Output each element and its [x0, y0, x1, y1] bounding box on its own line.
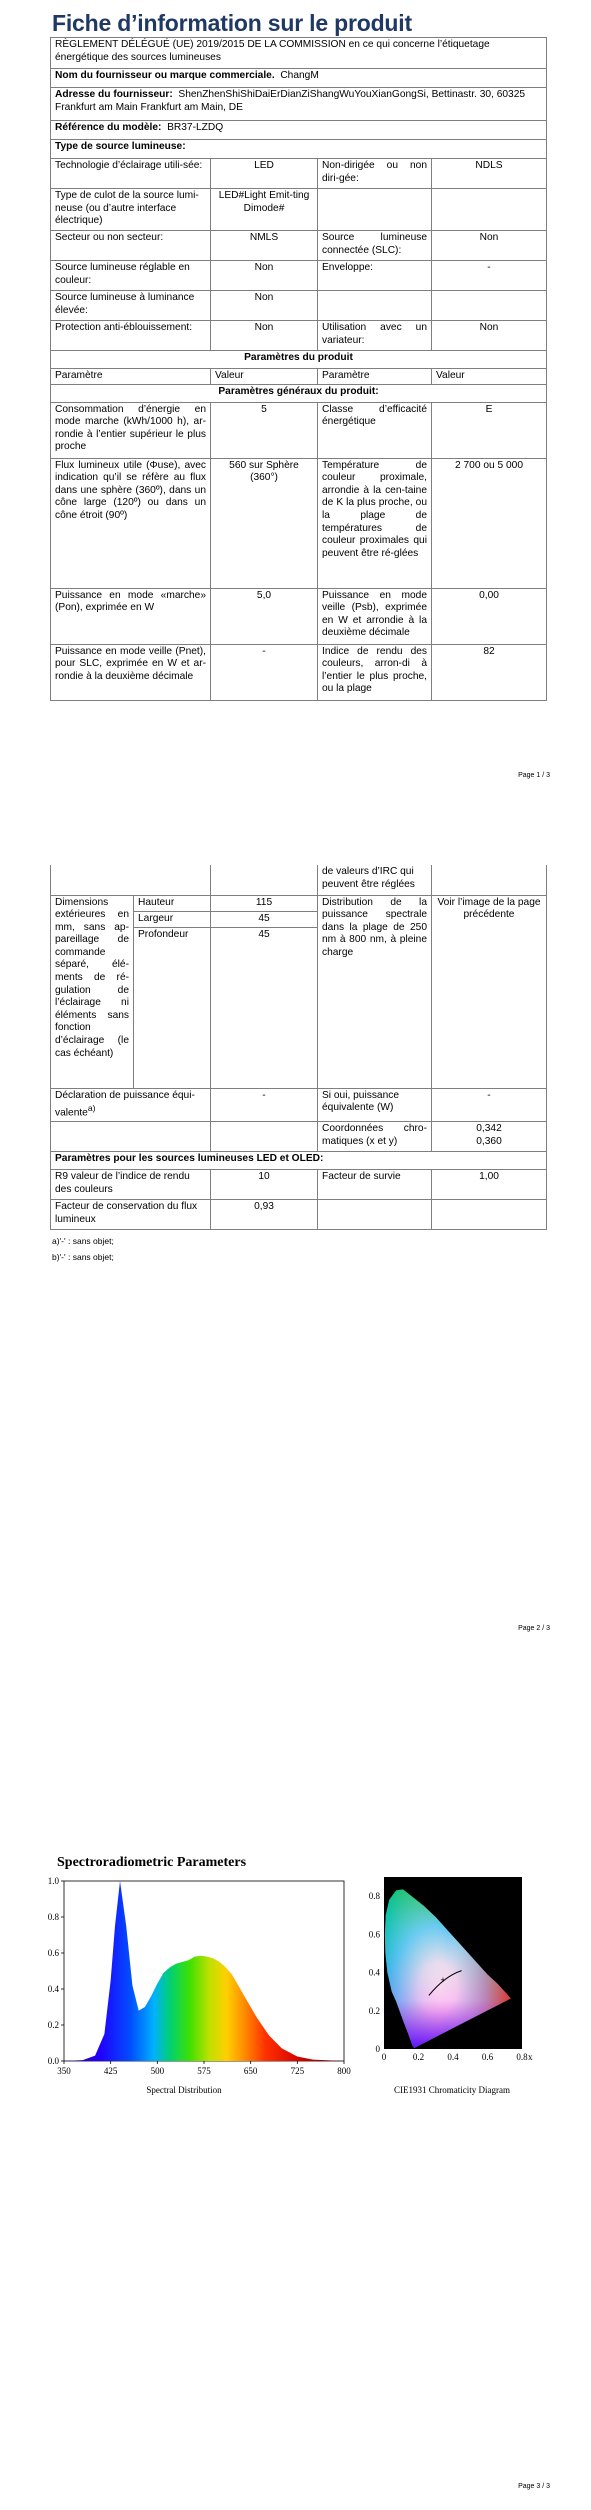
param-value: [432, 291, 547, 321]
supplier-address-label: Adresse du fournisseur:: [55, 89, 173, 100]
y-tick-label: 0.8: [368, 1891, 380, 1902]
column-header-row: [51, 369, 547, 385]
footnote-ref: a): [87, 1103, 96, 1114]
param-label: Puissance en mode veille (Psb), exprimée en W et arrondie à la deuxième décimale: [318, 588, 432, 644]
empty-cell: [211, 865, 318, 895]
param-label: Consommation d’énergie en mode marche (kWh/1000 h), ar-rondie à l’entier supérieur le plus proche: [51, 402, 211, 458]
footnote-b: b)'-' : sans objet;: [52, 1252, 114, 1262]
param-label: [51, 1088, 211, 1122]
x-tick-label: 425: [103, 2066, 118, 2076]
empty-cell: [432, 1200, 547, 1230]
spectral-distribution-chart: [44, 1871, 364, 2101]
param-value: E: [432, 402, 547, 458]
dim-value: 45: [211, 911, 318, 927]
y-tick-label: 0.0: [47, 2056, 59, 2066]
param-label: Distribution de la puissance spectrale dans la plage de 250 nm à 800 nm, à pleine charge: [318, 895, 432, 1088]
param-value: 5,0: [211, 588, 318, 644]
dims-label: Dimensions extérieures en mm, sans ap-pareillage de commande séparé, élé-ments de ré-gulation de l’éclairage ni éléments sans fonction d’éclairage (le cas échéant): [51, 895, 134, 1088]
col-header-param: Paramètre: [51, 369, 211, 385]
table-row: [51, 865, 547, 895]
param-value: Non: [211, 321, 318, 351]
param-value: 10: [211, 1170, 318, 1200]
empty-cell: [211, 1122, 318, 1152]
x-tick-label: 725: [290, 2066, 305, 2076]
info-table: [50, 37, 547, 701]
empty-cell: [432, 865, 547, 895]
param-label: Coordonnées chro-matiques (x et y): [318, 1122, 432, 1152]
y-tick-label: 0.2: [47, 2020, 59, 2030]
param-value: [432, 189, 547, 231]
empty-cell: [318, 1200, 432, 1230]
spectro-heading: Spectroradiometric Parameters: [57, 1855, 247, 1870]
param-label: de valeurs d’IRC qui peuvent être réglées: [318, 865, 432, 895]
general-header: Paramètres généraux du produit:: [51, 384, 547, 402]
dim-value: 45: [211, 928, 318, 1089]
supplier-address: ShenZhenShiShiDaiErDianZiShangWuYouXianGongSi, Bettinastr. 30, 60325 Frankfurt am Main Frankfurt am Main, DE: [55, 89, 526, 113]
table-row: [51, 231, 547, 261]
param-label: Non-dirigée ou non diri-gée:: [318, 159, 432, 189]
y-tick-label: 0.4: [47, 1984, 59, 1994]
y-tick-label: 0: [375, 2044, 380, 2054]
param-value: Non: [432, 321, 547, 351]
model-row: [51, 121, 547, 140]
param-value: 0,00: [432, 588, 547, 644]
table-row: [51, 1122, 547, 1152]
param-value: 0,93: [211, 1200, 318, 1230]
x-tick-label: 0.8: [516, 2052, 528, 2062]
page-3: [0, 1855, 591, 2510]
dim-name: Hauteur: [134, 895, 211, 911]
table-row: [51, 644, 547, 700]
empty-cell: [51, 865, 211, 895]
table-row: [51, 895, 547, 911]
x-tick-label: 0.2: [412, 2052, 425, 2062]
x-tick-label: 0: [381, 2052, 387, 2062]
supplier-address-row: [51, 88, 547, 121]
y-tick-label: 0.8: [47, 1912, 59, 1922]
page-title: Fiche d’information sur le produit: [52, 10, 412, 36]
param-value: NMLS: [211, 231, 318, 261]
spectral-caption: Spectral Distribution: [146, 2085, 222, 2095]
x-tick-label: 800: [337, 2066, 351, 2076]
model-number: BR37-LZDQ: [167, 122, 224, 133]
dim-name: Largeur: [134, 911, 211, 927]
param-value: Non: [211, 291, 318, 321]
param-value: -: [432, 1088, 547, 1122]
page-1: [0, 0, 591, 800]
page-number: Page 2 / 3: [518, 1625, 550, 1632]
table-row: [51, 189, 547, 231]
x-axis-label: x: [528, 2052, 533, 2062]
table-row: [51, 458, 547, 588]
col-header-value: Valeur: [211, 369, 318, 385]
supplier-name-row: [51, 69, 547, 88]
param-value: LED#Light Emit-ting Dimode#: [211, 189, 318, 231]
cie-chromaticity-chart: [362, 1871, 552, 2101]
supplier-name: ChangM: [280, 70, 319, 81]
param-label: Température de couleur proximale, arrondie à la cen-taine de K la plus proche, ou la plage de températures de couleur proximales qui peuvent être ré-glées: [318, 458, 432, 588]
param-value: Voir l’image de la page précédente: [432, 895, 547, 1088]
table-row: [51, 402, 547, 458]
table-row: [51, 291, 547, 321]
chroma-y: 0,360: [476, 1135, 502, 1147]
param-label: [318, 291, 432, 321]
source-type-header: Type de source lumineuse:: [51, 140, 547, 159]
page-number: Page 1 / 3: [518, 772, 550, 779]
table-row: [51, 1200, 547, 1230]
param-value: NDLS: [432, 159, 547, 189]
param-label: Facteur de conservation du flux lumineux: [51, 1200, 211, 1230]
param-label: Source lumineuse à luminance élevée:: [51, 291, 211, 321]
y-tick-label: 0.2: [368, 2005, 380, 2016]
param-label: Source lumineuse réglable en couleur:: [51, 261, 211, 291]
param-value: 560 sur Sphère (360°): [211, 458, 318, 588]
param-label: Facteur de survie: [318, 1170, 432, 1200]
param-value: [432, 1122, 547, 1152]
param-value: -: [432, 261, 547, 291]
dim-name: Profondeur: [134, 928, 211, 1089]
table-row: [51, 159, 547, 189]
x-tick-label: 350: [57, 2066, 71, 2076]
param-value: 82: [432, 644, 547, 700]
param-label: Si oui, puissance équivalente (W): [318, 1088, 432, 1122]
y-tick-label: 0.4: [368, 1967, 380, 1978]
footnote-a: a)'-' : sans objet;: [52, 1236, 114, 1246]
param-value: 5: [211, 402, 318, 458]
col-header-param: Paramètre: [318, 369, 432, 385]
info-table-continued: [50, 865, 547, 1230]
y-tick-label: 0.6: [47, 1948, 59, 1958]
param-label: Enveloppe:: [318, 261, 432, 291]
table-row: [51, 261, 547, 291]
param-value: Non: [432, 231, 547, 261]
param-value: 2 700 ou 5 000: [432, 458, 547, 588]
table-row: [51, 588, 547, 644]
param-label: Utilisation avec un variateur:: [318, 321, 432, 351]
equiv-label: Déclaration de puissance équi-valente: [55, 1089, 195, 1119]
led-header: Paramètres pour les sources lumineuses LED et OLED:: [51, 1152, 547, 1170]
page-number: Page 3 / 3: [518, 2483, 550, 2490]
dim-value: 115: [211, 895, 318, 911]
param-label: Indice de rendu des couleurs, arron-di à l’entier le plus proche, ou la plage: [318, 644, 432, 700]
param-label: Technologie d’éclairage utili-sée:: [51, 159, 211, 189]
empty-cell: [51, 1122, 211, 1152]
params-header: Paramètres du produit: [51, 351, 547, 369]
on-mode-label: Puissance en mode «marche» (Pon), exprimée en W: [55, 589, 206, 614]
x-tick-label: 650: [243, 2066, 258, 2076]
param-label: Protection anti-éblouissement:: [51, 321, 211, 351]
table-row: [51, 1170, 547, 1200]
param-label: Puissance en mode veille (Pnet), pour SLC, exprimée en W et ar-rondie à la deuxième décimale: [51, 644, 211, 700]
param-value: 1,00: [432, 1170, 547, 1200]
param-label: Source lumineuse connectée (SLC):: [318, 231, 432, 261]
param-label: [318, 189, 432, 231]
param-label: Classe d’efficacité énergétique: [318, 402, 432, 458]
param-label: Secteur ou non secteur:: [51, 231, 211, 261]
x-tick-label: 500: [150, 2066, 165, 2076]
page-2: [0, 855, 591, 1655]
table-row: [51, 321, 547, 351]
x-tick-label: 575: [197, 2066, 211, 2076]
measured-point: +: [440, 1975, 446, 1986]
param-value: -: [211, 644, 318, 700]
param-label: [51, 588, 211, 644]
y-tick-label: 0.6: [368, 1929, 380, 1940]
param-value: -: [211, 1088, 318, 1122]
x-tick-label: 0.6: [481, 2052, 494, 2062]
param-value: Non: [211, 261, 318, 291]
param-label: R9 valeur de l’indice de rendu des couleurs: [51, 1170, 211, 1200]
param-value: LED: [211, 159, 318, 189]
chroma-x: 0,342: [476, 1123, 502, 1135]
cie-caption: CIE1931 Chromaticity Diagram: [394, 2085, 510, 2095]
y-tick-label: 1.0: [47, 1876, 59, 1886]
col-header-value: Valeur: [432, 369, 547, 385]
param-label: Type de culot de la source lumi-neuse (ou d’autre interface électrique): [51, 189, 211, 231]
model-label: Référence du modèle:: [55, 122, 162, 133]
table-row: [51, 1088, 547, 1122]
param-label: Flux lumineux utile (Φuse), avec indication qu’il se réfère au flux dans une sphère (360º), dans un cône large (120º) ou dans un cône étroit (90º): [51, 458, 211, 588]
supplier-name-label: Nom du fournisseur ou marque commerciale.: [55, 70, 275, 81]
regulation-text: RÈGLEMENT DÉLÉGUÉ (UE) 2019/2015 DE LA COMMISSION en ce qui concerne l’étiquetage énergétique des sources lumineuses: [51, 38, 547, 69]
x-tick-label: 0.4: [447, 2052, 459, 2062]
